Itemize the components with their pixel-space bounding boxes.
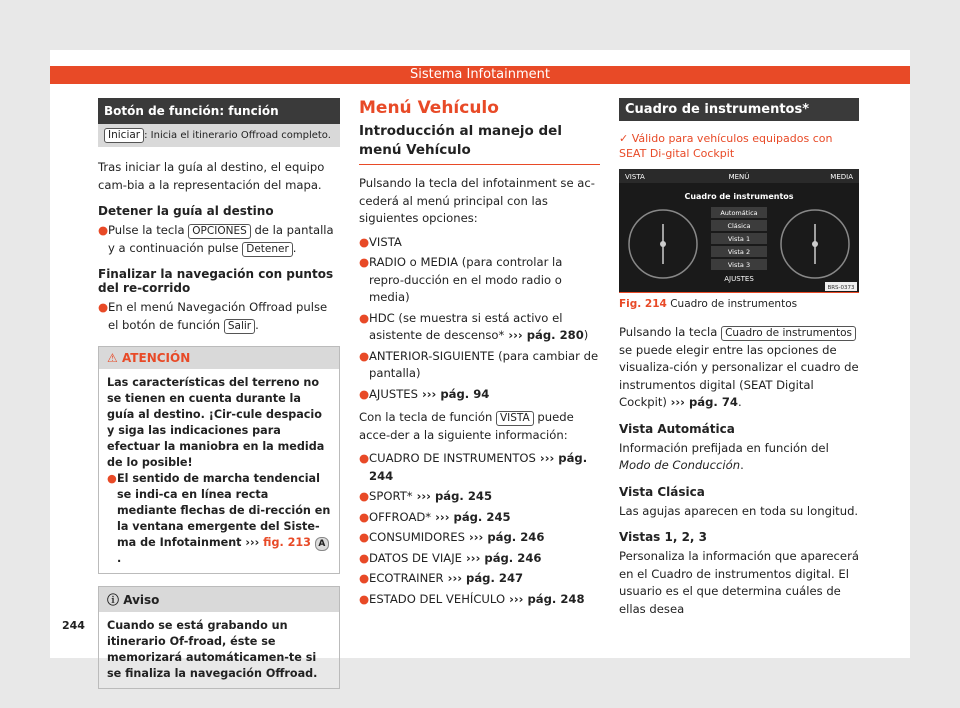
callout-circle: A <box>315 537 329 551</box>
validity-note: ✓ Válido para vehículos equipados con SEAT Di-gital Cockpit <box>619 132 833 160</box>
note-header: ⓘ Aviso <box>99 587 339 612</box>
page-number: 244 <box>62 619 85 632</box>
list-item: ● OFFROAD* ››› pág. 245 <box>359 509 511 524</box>
figure-code: BRS-0373 <box>827 285 855 291</box>
salir-key: Salir <box>224 319 255 334</box>
paragraph: Con la tecla de función VISTA puede acce-der a la siguiente información: <box>359 410 574 442</box>
screen-tab-media: MEDIA <box>830 173 853 181</box>
warning-icon: ⚠ <box>107 351 118 365</box>
list-item: ● HDC (se muestra si está activo el asistente de descenso* ››› pág. 280) <box>359 310 589 342</box>
screen-tab-vista: VISTA <box>625 173 645 181</box>
list-item: ● En el menú Navegación Offroad pulse el botón de función Salir . <box>98 300 328 332</box>
heading-automatica: Vista Automática <box>619 421 735 436</box>
paragraph: Tras iniciar la guía al destino, el equipo cam-bia a la representación del mapa. <box>98 160 325 192</box>
list-item: ● AJUSTES ››› pág. 94 <box>359 386 490 401</box>
heading-clasica: Vista Clásica <box>619 484 705 499</box>
heading-finalizar: Finalizar la navegación con puntos del re-corrido <box>98 267 334 295</box>
screen-menu-item: Vista 1 <box>727 235 751 243</box>
paragraph: Información prefijada en función del Modo de Conducción. <box>619 440 829 472</box>
heading-vistas: Vistas 1, 2, 3 <box>619 530 708 544</box>
opciones-key: OPCIONES <box>188 224 250 239</box>
screen-menu-item: Automática <box>720 209 758 217</box>
warning-header: ⚠ ATENCIÓN <box>99 347 339 369</box>
column-left <box>98 98 340 689</box>
detener-key: Detener <box>242 242 293 257</box>
vista-key: VISTA <box>496 411 534 426</box>
screen-bottom-ajustes: AJUSTES <box>724 275 754 283</box>
paragraph: Personaliza la información que aparecerá en el Cuadro de instrumentos digital. El usuario es el que determina cuáles de ellas desea <box>619 549 859 616</box>
section-subtitle: Introducción al manejo del menú Vehículo <box>359 122 600 165</box>
column-middle <box>359 98 600 611</box>
paragraph: Pulsando la tecla del infotainment se ac-cederá al menú principal con las siguientes opciones: <box>359 176 595 225</box>
paragraph: Pulsando la tecla Cuadro de instrumentos se puede elegir entre las opciones de visualiza-ción y personalizar el cuadro de instrumentos digital (SEAT Digital Cockpit) ››› pág. 74. <box>619 325 859 409</box>
paragraph: Las agujas aparecen en toda su longitud. <box>619 503 859 518</box>
screen-menu-item: Vista 2 <box>727 248 751 256</box>
list-item: ● SPORT* ››› pág. 245 <box>359 489 493 503</box>
note-box <box>98 586 340 689</box>
list-item: ● ESTADO DEL VEHÍCULO ››› pág. 248 <box>359 591 585 606</box>
list-item: ● ANTERIOR-SIGUIENTE (para cambiar de pantalla) <box>359 348 599 380</box>
list-item: ● CONSUMIDORES ››› pág. 246 <box>359 530 545 544</box>
list-item: ● CUADRO DE INSTRUMENTOS ››› pág. 244 <box>359 451 588 483</box>
column-right <box>619 98 859 618</box>
screen-menu-item: Vista 3 <box>727 261 751 269</box>
list-item: ● VISTA <box>359 234 402 249</box>
function-description: Iniciar : Inicia el itinerario Offroad completo. <box>98 124 340 147</box>
views-list <box>359 450 600 608</box>
list <box>98 299 340 334</box>
list-item: ● ECOTRAINER ››› pág. 247 <box>359 571 524 585</box>
note-body: Cuando se está grabando un itinerario Of-froad, éste se memorizará automáticamen-te si se finaliza la navegación Offroad. <box>107 619 318 680</box>
list <box>98 222 340 257</box>
list-item: ● DATOS DE VIAJE ››› pág. 246 <box>359 550 542 565</box>
check-icon: ✓ <box>619 132 629 145</box>
info-icon: ⓘ <box>107 593 120 607</box>
iniciar-key: Iniciar <box>104 128 144 143</box>
section-bar: Botón de función: función <box>98 98 340 124</box>
warning-box <box>98 346 340 574</box>
section-bar: Cuadro de instrumentos* <box>619 98 859 121</box>
list-item: ● Pulse la tecla OPCIONES de la pantalla y a continuación pulse Detener . <box>98 223 334 255</box>
screen-title: Cuadro de instrumentos <box>684 192 794 201</box>
screen-menu-item: Clásica <box>727 222 751 230</box>
instrument-screen-figure <box>619 169 859 292</box>
warning-body: Las características del terreno no se tienen en cuenta durante la guía al destino. ¡Cir-cule despacio y siga las indicaciones para efectuar la maniobra en la medida de lo posible! ● El sentido de marcha tendencial se indi-ca en línea recta mediante flechas de di-rección en la ventana emergente del Siste-ma de Infotainment ››› fig. 213 A. <box>107 376 331 565</box>
cuadro-key: Cuadro de instrumentos <box>721 326 856 341</box>
heading-detener: Detener la guía al destino <box>98 204 274 218</box>
screen-tab-menu: MENÚ <box>728 173 750 181</box>
section-title: Menú Vehículo <box>359 98 499 118</box>
list-item: ● RADIO o MEDIA (para controlar la repro-ducción en el modo radio o media) <box>359 255 563 304</box>
page-header: Sistema Infotainment <box>50 66 910 84</box>
figure-caption: Fig. 214 Cuadro de instrumentos <box>619 292 859 310</box>
instrument-screen <box>619 169 859 292</box>
options-list <box>359 234 600 404</box>
